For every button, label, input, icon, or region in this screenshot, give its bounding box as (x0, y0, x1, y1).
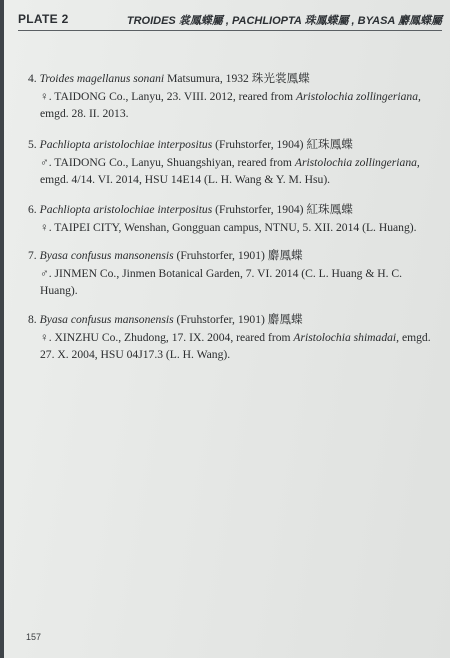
specimen-entry-5 (28, 136, 448, 189)
species-author: Matsumura, 1932 珠光裳鳳蝶 (167, 72, 310, 85)
species-name: Pachliopta aristolochiae interpositus (39, 203, 213, 216)
entry-title (28, 311, 448, 329)
species-name: Pachliopta aristolochiae interpositus (39, 138, 213, 151)
entry-title (28, 70, 448, 88)
entry-number: 6. (28, 203, 37, 216)
species-author: (Fruhstorfer, 1901) 麝鳳蝶 (176, 313, 303, 326)
entry-emergence: emgd. 28. II. 2013. (40, 107, 129, 120)
entry-details (28, 329, 448, 347)
sex-symbol: ♀. (40, 220, 52, 234)
entry-emergence: 27. X. 2004, HSU 04J17.3 (L. H. Wang). (40, 348, 231, 361)
locality: TAIDONG Co., Lanyu, Shuangshiyan, reared from (54, 155, 292, 169)
entry-emergence: emgd. 4/14. VI. 2014, HSU 14E14 (L. H. Wang & Y. M. Hsu). (40, 173, 331, 186)
species-name: Troides magellanus sonani (39, 72, 165, 85)
page-header (18, 10, 442, 31)
entry-details (28, 219, 448, 237)
sex-symbol: ♀. (40, 89, 52, 103)
sex-symbol: ♂. (40, 266, 52, 280)
host-plant: Aristolochia zollingeriana, (295, 89, 421, 103)
species-name: Byasa confusus mansonensis (39, 313, 174, 326)
specimen-entry-8 (28, 311, 448, 364)
entry-details (28, 88, 448, 106)
host-plant: Aristolochia zollingeriana, (294, 155, 420, 169)
entry-title (28, 201, 448, 219)
locality: TAIDONG Co., Lanyu, 23. VIII. 2012, reared from (54, 89, 294, 103)
entry-details (28, 154, 448, 172)
locality: XINZHU Co., Zhudong, 17. IX. 2004, reared from (54, 330, 291, 344)
specimen-entry-7 (28, 247, 448, 300)
species-author: (Fruhstorfer, 1904) 紅珠鳳蝶 (215, 203, 353, 216)
species-author: (Fruhstorfer, 1901) 麝鳳蝶 (176, 249, 303, 262)
specimen-entry-4 (28, 70, 448, 123)
sex-symbol: ♀. (40, 330, 52, 344)
species-author: (Fruhstorfer, 1904) 紅珠鳳蝶 (215, 138, 353, 151)
species-name: Byasa confusus mansonensis (39, 249, 174, 262)
entry-number: 4. (28, 72, 37, 85)
plate-label: PLATE 2 (18, 12, 69, 26)
entry-title (28, 247, 448, 265)
locality: JINMEN Co., Jinmen Botanical Garden, 7. VI. 2014 (C. L. Huang & H. C. (54, 266, 403, 280)
page-number: 157 (26, 632, 42, 642)
host-plant: Aristolochia shimadai, (293, 330, 400, 344)
entry-number: 5. (28, 138, 37, 151)
sex-symbol: ♂. (40, 155, 52, 169)
entry-number: 8. (28, 313, 37, 326)
entry-number: 7. (28, 249, 37, 262)
entry-collectors: Huang). (40, 284, 78, 297)
specimen-entry-6 (28, 201, 448, 236)
header-title: TROIDES 裳鳳蝶屬 , PACHLIOPTA 珠鳳蝶屬 , BYASA 麝鳳蝶屬 (126, 15, 442, 27)
emergence-label: emgd. (401, 330, 431, 344)
entry-details (28, 265, 448, 283)
entry-title (28, 136, 448, 154)
book-page (4, 0, 450, 658)
locality: TAIPEI CITY, Wenshan, Gongguan campus, NTNU, 5. XII. 2014 (L. Huang). (54, 220, 417, 234)
